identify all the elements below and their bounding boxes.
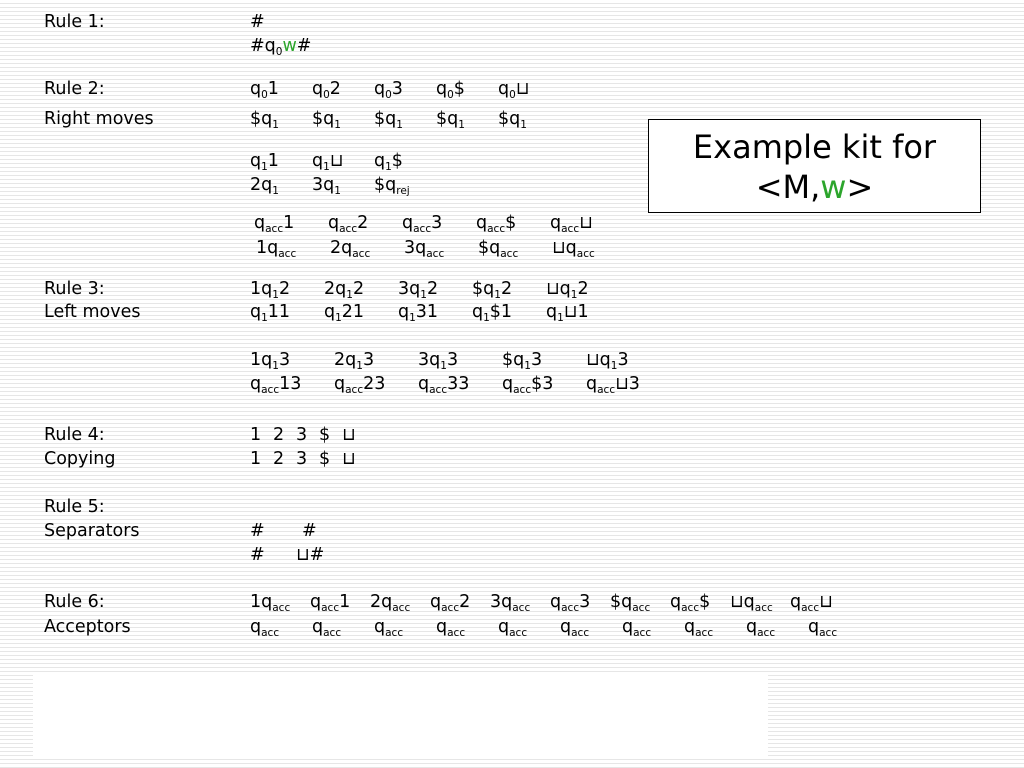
domino-string: $q_{acc}$ <box>498 617 528 639</box>
rule-1-prefix: #q <box>250 36 276 56</box>
domino-string: $q_03$ <box>374 79 403 101</box>
domino-string: $\$q_{acc}$ <box>478 238 519 260</box>
domino-string: $2q_1$ <box>250 175 279 197</box>
domino-string: $q_{acc}1$ <box>310 592 351 614</box>
domino-string: $2q_12$ <box>324 279 365 301</box>
domino-string: $q_1\$$ <box>374 151 403 173</box>
domino-symbol: ⊔ <box>342 425 356 445</box>
domino-string: $q_{acc}13$ <box>250 374 302 396</box>
domino-string: $q_{acc}2$ <box>328 213 369 235</box>
domino-string: $q_01$ <box>250 79 279 101</box>
domino-string: $q_{acc}33$ <box>418 374 470 396</box>
domino-string: $\$q_{acc}$ <box>610 592 651 614</box>
domino-symbol: 2 <box>273 425 285 445</box>
kit-line-2 <box>649 167 980 207</box>
domino-string: $\$q_12$ <box>472 279 513 301</box>
domino-string: $q_{acc}$ <box>684 617 714 639</box>
rule-2-sublabel: Right moves <box>44 109 154 129</box>
domino-string: $\$q_1$ <box>498 109 527 131</box>
domino-symbol: $ <box>319 425 331 445</box>
domino-symbol: # <box>250 545 265 565</box>
domino-string: $\$q_1$ <box>250 109 279 131</box>
domino-string: $q_{acc}23$ <box>334 374 386 396</box>
domino-string: $2q_{acc}$ <box>370 592 411 614</box>
domino-string: $q_131$ <box>398 302 439 324</box>
domino-string: $2q_{acc}$ <box>330 238 371 260</box>
rule-1-label: Rule 1: <box>44 12 105 32</box>
rule-6-label: Rule 6: <box>44 592 105 612</box>
domino-symbol: $ <box>319 449 331 469</box>
rule-1-domino-bottom <box>250 36 311 56</box>
domino-string: $q_{acc}$ <box>746 617 776 639</box>
rule-1-subscript: 0 <box>275 46 283 58</box>
kit-line-1: Example kit for <box>692 128 937 166</box>
domino-string: $3q_{acc}$ <box>490 592 531 614</box>
rule-5-sublabel: Separators <box>44 521 140 541</box>
rule-5-label: Rule 5: <box>44 497 105 517</box>
kit-suffix: > <box>846 168 874 206</box>
rule-1-domino-top: # <box>250 12 265 32</box>
rule-1-suffix: # <box>296 36 312 56</box>
domino-string: $q_02$ <box>312 79 341 101</box>
domino-symbol: ⊔# <box>296 545 325 565</box>
rule-4-label: Rule 4: <box>44 425 105 445</box>
domino-string: $⊔q_13$ <box>586 350 629 372</box>
domino-string: $3q_1$ <box>312 175 341 197</box>
domino-string: $q_{acc}$ <box>808 617 838 639</box>
domino-string: $q_0\$$ <box>436 79 465 101</box>
domino-string: $3q_13$ <box>418 350 459 372</box>
domino-string: $q_{acc}⊔$ <box>550 213 593 235</box>
domino-string: $\$q_13$ <box>502 350 543 372</box>
domino-string: $q_{acc}⊔$ <box>790 592 833 614</box>
kit-prefix: <M, <box>755 168 821 206</box>
domino-string: $q_{acc}$ <box>250 617 280 639</box>
bottom-panel <box>33 674 768 756</box>
domino-string: $q_1⊔$ <box>312 151 344 173</box>
kit-w: w <box>820 168 847 206</box>
domino-string: $3q_12$ <box>398 279 439 301</box>
example-kit-box <box>648 119 981 213</box>
rule-2-label: Rule 2: <box>44 79 105 99</box>
rule-6-sublabel: Acceptors <box>44 617 131 637</box>
domino-symbol: 3 <box>296 425 308 445</box>
domino-string: $q_1\$1$ <box>472 302 513 324</box>
domino-string: $q_1⊔1$ <box>546 302 589 324</box>
domino-string: $q_{acc}$ <box>622 617 652 639</box>
domino-string: $q_{acc}3$ <box>402 213 443 235</box>
domino-string: $q_{acc}\$3$ <box>502 374 554 396</box>
rule-4-sublabel: Copying <box>44 449 116 469</box>
rule-3-label: Rule 3: <box>44 279 105 299</box>
rule-3-sublabel: Left moves <box>44 302 141 322</box>
domino-string: $q_{acc}3$ <box>550 592 591 614</box>
domino-string: $q_{acc}\$$ <box>476 213 517 235</box>
domino-symbol: 1 <box>250 449 262 469</box>
domino-symbol: 1 <box>250 425 262 445</box>
domino-string: $q_{acc}⊔3$ <box>586 374 640 396</box>
domino-string: $1q_{acc}$ <box>256 238 297 260</box>
domino-string: $q_0⊔$ <box>498 79 530 101</box>
domino-string: $q_{acc}2$ <box>430 592 471 614</box>
domino-string: $q_{acc}$ <box>436 617 466 639</box>
domino-string: $\$q_{rej}$ <box>374 175 410 197</box>
domino-string: $⊔q_12$ <box>546 279 589 301</box>
domino-string: $q_11$ <box>250 151 279 173</box>
domino-symbol: ⊔ <box>342 449 356 469</box>
domino-string: $q_{acc}$ <box>312 617 342 639</box>
domino-symbol: # <box>302 521 317 541</box>
domino-string: $⊔q_{acc}$ <box>552 238 595 260</box>
domino-string: $q_121$ <box>324 302 365 324</box>
domino-string: $⊔q_{acc}$ <box>730 592 773 614</box>
domino-string: $1q_13$ <box>250 350 291 372</box>
domino-string: $\$q_1$ <box>374 109 403 131</box>
domino-string: $q_{acc}\$$ <box>670 592 711 614</box>
domino-symbol: 2 <box>273 449 285 469</box>
domino-symbol: # <box>250 521 265 541</box>
domino-string: $1q_{acc}$ <box>250 592 291 614</box>
domino-string: $1q_12$ <box>250 279 291 301</box>
domino-string: $q_{acc}$ <box>560 617 590 639</box>
domino-string: $q_111$ <box>250 302 291 324</box>
domino-string: $q_{acc}1$ <box>254 213 295 235</box>
domino-string: $3q_{acc}$ <box>404 238 445 260</box>
rule-1-w: w <box>282 36 297 56</box>
domino-string: $\$q_1$ <box>312 109 341 131</box>
domino-string: $2q_13$ <box>334 350 375 372</box>
domino-string: $q_{acc}$ <box>374 617 404 639</box>
domino-string: $\$q_1$ <box>436 109 465 131</box>
domino-symbol: 3 <box>296 449 308 469</box>
